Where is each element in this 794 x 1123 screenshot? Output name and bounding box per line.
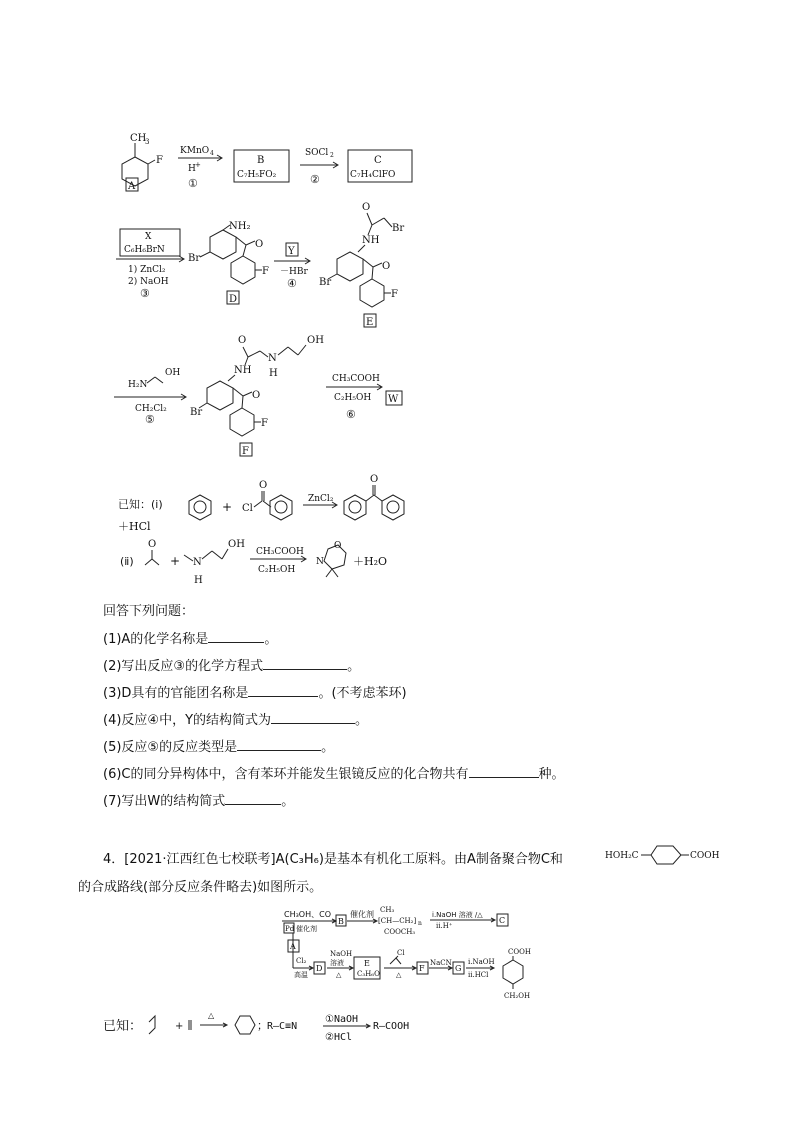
svg-text:①NaOH: ①NaOH: [325, 1014, 359, 1025]
svg-text:G: G: [455, 964, 462, 973]
svg-text:NaCN: NaCN: [430, 959, 452, 967]
reaction-arrow-2: [300, 148, 338, 186]
svg-text:Br: Br: [190, 407, 203, 418]
svg-text:①: ①: [188, 177, 198, 190]
svg-text:NH: NH: [362, 235, 380, 246]
svg-text:＋HCl: ＋HCl: [118, 520, 151, 533]
svg-text:C₇H₄ClFO: C₇H₄ClFO: [350, 170, 396, 180]
question-7: (7)写出W的结构简式 。: [103, 794, 295, 809]
known-reaction-i: [118, 474, 404, 533]
svg-text:＋H₂O: ＋H₂O: [353, 555, 388, 568]
svg-text:1) ZnCl₂: 1) ZnCl₂: [128, 265, 166, 275]
svg-text:Cl₂: Cl₂: [296, 957, 307, 965]
svg-text:△: △: [208, 1011, 215, 1020]
question-1: (1)A的化学名称是 。: [103, 632, 278, 647]
svg-text:CH₂OH: CH₂OH: [504, 992, 531, 1000]
svg-text:2: 2: [330, 152, 334, 159]
svg-text:Br: Br: [392, 223, 405, 234]
svg-text:H: H: [269, 368, 278, 379]
svg-text:+: +: [222, 500, 233, 514]
svg-text:+: +: [195, 161, 201, 169]
reaction-arrow-3: [116, 229, 184, 300]
svg-text:高温: 高温: [294, 971, 308, 979]
svg-text:；: ；: [257, 1019, 268, 1032]
svg-text:F: F: [262, 266, 269, 277]
svg-text:Y: Y: [288, 246, 295, 257]
svg-text:N: N: [316, 557, 324, 567]
svg-text:COOCH₃: COOCH₃: [384, 928, 416, 936]
svg-text:Br: Br: [188, 253, 201, 264]
svg-text:ii.HCl: ii.HCl: [468, 971, 489, 979]
svg-text:X: X: [145, 232, 152, 242]
answer-blank-1[interactable]: [208, 630, 264, 643]
svg-text:D: D: [229, 294, 238, 305]
A-ch3-sub: 3: [145, 138, 150, 146]
svg-text:R—C≡N: R—C≡N: [267, 1021, 298, 1032]
svg-text:②: ②: [310, 173, 320, 186]
questions-intro: 回答下列问题：: [103, 604, 195, 619]
svg-text:H₂N: H₂N: [128, 380, 148, 390]
svg-text:Cl: Cl: [397, 949, 405, 957]
compound-F: [190, 335, 324, 457]
compound-B: [234, 150, 289, 182]
svg-text:ZnCl₂: ZnCl₂: [308, 494, 334, 504]
svg-text:⑤: ⑤: [145, 413, 155, 426]
svg-text:A: A: [290, 942, 296, 951]
svg-text:②HCl: ②HCl: [325, 1032, 353, 1043]
svg-text:Cl: Cl: [242, 503, 253, 514]
svg-text:O: O: [362, 202, 371, 213]
reaction-scheme: [100, 125, 660, 585]
svg-text:O: O: [148, 539, 157, 550]
svg-text:C₇H₅FO₂: C₇H₅FO₂: [237, 170, 277, 180]
svg-text:O: O: [238, 335, 247, 346]
svg-text:n: n: [418, 920, 422, 927]
svg-text:W: W: [388, 394, 399, 405]
svg-text:HOH₂C: HOH₂C: [605, 851, 639, 861]
svg-text:NH: NH: [234, 365, 252, 376]
question-3: (3)D具有的官能团名称是 。(不考虑苯环): [103, 686, 407, 701]
answer-blank-3[interactable]: [248, 684, 318, 697]
svg-text:E: E: [364, 959, 370, 968]
answer-blank-2[interactable]: [263, 657, 347, 670]
problem-4-line-1: 4．[2021·江西红色七校联考]A(C₃H₆)是基本有机化工原料。由A制备聚合物C和: [103, 852, 563, 867]
target-structure: [605, 842, 720, 868]
svg-text:+: +: [175, 1021, 184, 1032]
svg-text:CH₂Cl₂: CH₂Cl₂: [135, 404, 167, 414]
svg-text:F: F: [242, 446, 249, 457]
svg-text:溶液: 溶液: [330, 959, 344, 967]
svg-text:R—COOH: R—COOH: [373, 1021, 410, 1032]
svg-text:C₃H₆O: C₃H₆O: [357, 970, 380, 978]
compound-A: [122, 133, 163, 192]
question-6: (6)C的同分异构体中，含有苯环并能发生银镜反应的化合物共有 种。: [103, 767, 565, 782]
svg-text:CH₃COOH: CH₃COOH: [332, 374, 380, 384]
svg-text:SOCl: SOCl: [305, 148, 329, 158]
svg-text:④: ④: [287, 277, 297, 290]
svg-text:2) NaOH: 2) NaOH: [128, 277, 169, 287]
svg-text:H: H: [188, 164, 196, 174]
svg-text:O: O: [370, 474, 379, 485]
known-reaction-ii: [120, 539, 387, 585]
svg-text:催化剂: 催化剂: [350, 910, 374, 919]
svg-text:COOH: COOH: [508, 948, 531, 956]
svg-text:[CH—CH₂]: [CH—CH₂]: [378, 917, 417, 925]
reaction-arrow-5: [114, 368, 186, 426]
svg-text:O: O: [259, 480, 268, 491]
svg-text:O: O: [252, 390, 261, 401]
compound-D: [188, 221, 269, 305]
svg-text:CH₃COOH: CH₃COOH: [256, 547, 304, 557]
svg-text:C: C: [374, 155, 382, 166]
svg-text:Pd: Pd: [285, 925, 295, 933]
answer-blank-4[interactable]: [271, 711, 355, 724]
svg-text:+: +: [170, 554, 181, 568]
svg-text:B: B: [257, 155, 265, 166]
svg-text:CH₃OH、CO: CH₃OH、CO: [284, 910, 332, 919]
reaction-arrow-6: [326, 374, 402, 421]
svg-text:OH: OH: [228, 539, 245, 550]
svg-text:催化剂: 催化剂: [296, 925, 317, 933]
svg-text:O: O: [334, 541, 342, 551]
A-label: A: [128, 181, 136, 192]
reaction-arrow-4: [274, 243, 310, 290]
answer-blank-6[interactable]: [469, 765, 539, 778]
svg-text:－HBr: －HBr: [280, 267, 308, 277]
svg-text:O: O: [255, 239, 264, 250]
compound-E: [319, 202, 404, 328]
svg-text:NH₂: NH₂: [229, 221, 251, 232]
svg-text:③: ③: [140, 287, 150, 300]
reaction-arrow-1: [178, 146, 222, 190]
svg-text:i.NaOH: i.NaOH: [468, 958, 495, 966]
svg-text:B: B: [338, 917, 344, 926]
svg-text:N: N: [193, 557, 202, 568]
problem-4-known: [145, 1010, 445, 1050]
svg-text:F: F: [261, 418, 268, 429]
svg-text:△: △: [336, 971, 342, 979]
question-4: (4)反应④中，Y的结构简式为 。: [103, 713, 369, 728]
svg-text:C₆H₆BrN: C₆H₆BrN: [124, 245, 165, 255]
svg-text:已知：(ⅰ): 已知：(ⅰ): [118, 498, 163, 511]
svg-text:i.NaOH 溶液 /△: i.NaOH 溶液 /△: [432, 911, 483, 919]
svg-text:⑥: ⑥: [346, 408, 356, 421]
svg-text:OH: OH: [307, 335, 324, 346]
A-ch3: CH: [130, 133, 147, 144]
svg-text:N: N: [268, 353, 277, 364]
svg-text:H: H: [194, 575, 203, 585]
question-2: (2)写出反应③的化学方程式 。: [103, 659, 361, 674]
svg-text:OH: OH: [165, 368, 181, 378]
A-F: F: [156, 155, 163, 166]
problem-4-scheme: [280, 906, 540, 1006]
svg-text:4: 4: [210, 150, 214, 157]
svg-text:△: △: [396, 971, 402, 979]
svg-text:D: D: [316, 964, 323, 973]
svg-text:O: O: [382, 261, 391, 272]
svg-text:C₂H₅OH: C₂H₅OH: [334, 393, 372, 403]
svg-text:COOH: COOH: [690, 851, 720, 861]
svg-text:E: E: [366, 317, 374, 328]
r1-top: KMnO: [180, 146, 210, 156]
svg-text:ii.H⁺: ii.H⁺: [436, 922, 453, 930]
svg-text:CH₃: CH₃: [380, 906, 395, 914]
svg-text:C: C: [499, 916, 506, 925]
answer-blank-5[interactable]: [237, 738, 321, 751]
problem-4-line-2: 的合成路线(部分反应条件略去)如图所示。: [78, 880, 323, 895]
svg-text:NaOH: NaOH: [330, 950, 353, 958]
svg-text:C₂H₅OH: C₂H₅OH: [258, 565, 296, 575]
svg-text:F: F: [391, 289, 398, 300]
svg-text:F: F: [419, 964, 425, 973]
answer-blank-7[interactable]: [225, 792, 281, 805]
svg-text:(ⅱ): (ⅱ): [120, 555, 134, 568]
problem-4-known-label: 已知：: [103, 1019, 143, 1034]
compound-C: [348, 150, 412, 182]
question-5: (5)反应⑤的反应类型是 。: [103, 740, 335, 755]
svg-text:Br: Br: [319, 277, 332, 288]
